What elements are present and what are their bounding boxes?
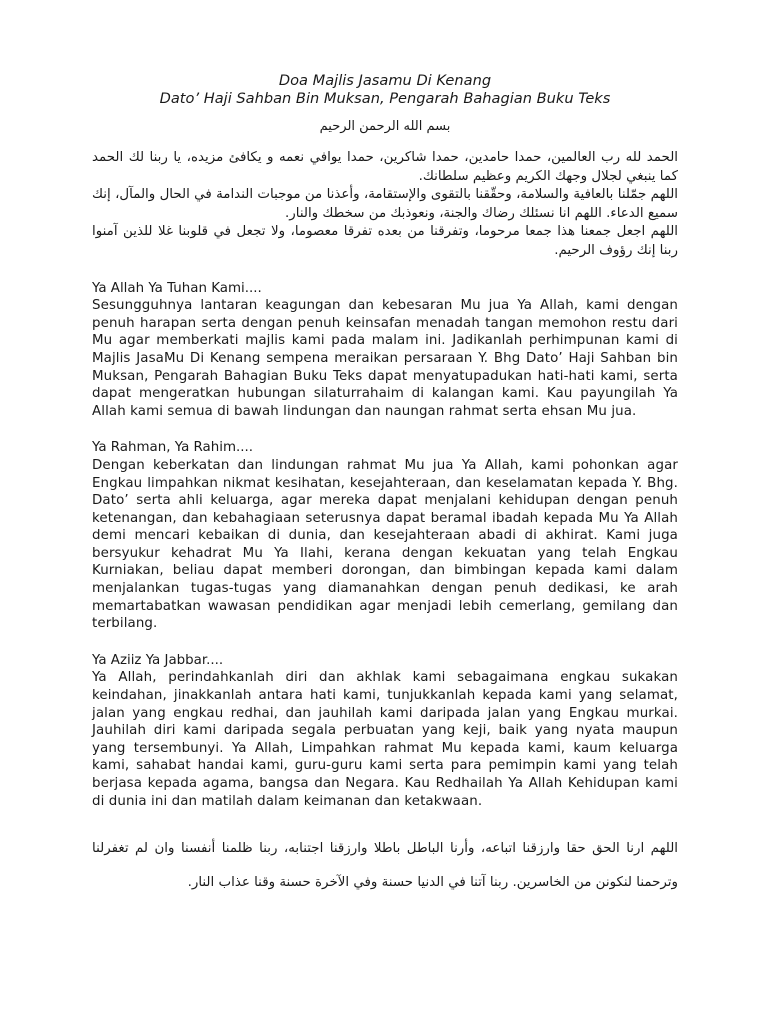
arabic-paragraph: الحمد لله رب العالمين، حمدا حامدين، حمدا شاكرين، حمدا يوافي نعمه و يكافئ مزيده، يا ربنا لك الحمد كما ينبغي لجلال وجهك الكريم وعظيم سلطانك. — [92, 150, 678, 184]
arabic-paragraph: اللهم ارنا الحق حقا وارزقنا اتباعه، وأرنا الباطل باطلا وارزقنا اجتنابه، ربنا ظلمنا أنفسنا وان لم تغفرلنا وترحمنا لنكونن من الخاسرين. ربنا آتنا في الدنيا حسنة وفي الآخرة حسنة وقنا عذاب النار. — [92, 841, 678, 891]
section-body: Sesungguhnya lantaran keagungan dan kebesaran Mu jua Ya Allah, kami dengan penuh harapan serta dengan penuh keinsafan menadah tangan memohon restu dari Mu agar memberkati majlis kami pada malam ini. Jadikanlah perhimpunan kami di Majlis JasaMu Di Kenang sempena meraikan persaraan Y. Bhg Dato’ Haji Sahban bin Muksan, Pengarah Bahagian Buku Teks dapat menyatupadukan hati-hati kami, serta dapat mengeratkan hubungan silaturrahaim di kalangan kami. Kau payungilah Ya Allah kami semua di bawah lindungan dan naungan rahmat serta ehsan Mu jua. — [92, 298, 678, 419]
section-heading: Ya Aziiz Ya Jabbar.... — [92, 652, 224, 668]
section-body: Ya Allah, perindahkanlah diri dan akhlak kami sebagaimana engkau sukakan keindahan, jinakkanlah antara hati kami, tunjukkanlah kepada kami yang selamat, jalan yang engkau redhai, dan jauhilah kami daripada jalan yang Engkau murkai. Jauhilah diri kami daripada segala perbuatan yang keji, baik yang nyata maupun yang tersembunyi. Ya Allah, Limpahkan rahmat Mu kepada kami, kaum keluarga kami, sahabat handai kami, guru-guru kami serta para pemimpin kami yang telah berjasa kepada agama, bangsa dan Negara. Kau Redhailah Ya Allah Kehidupan kami di dunia ini dan matilah dalam keimanan dan ketakwaan. — [92, 670, 678, 809]
document-title: Doa Majlis Jasamu Di Kenang — [278, 72, 492, 89]
prayer-section-1 — [92, 280, 678, 421]
document-header — [92, 72, 678, 108]
opening-prayer-arabic — [92, 118, 678, 261]
arabic-paragraph: اللهم اجعل جمعنا هذا جمعا مرحوما، وتفرقنا من بعده تفرقا معصوما، ولا تجعل في قلوبنا غلا للذين آمنوا ربنا إنك رؤوف الرحيم. — [92, 224, 678, 258]
arabic-paragraph: اللهم جمّلنا بالعافية والسلامة، وحقّقنا بالتقوى والإستقامة، وأعذنا من موجبات الندامة في الحال والمآل، إنك سميع الدعاء. اللهم انا نسئلك رضاك والجنة، ونعوذبك من سخطك والنار. — [92, 187, 678, 221]
section-heading: Ya Rahman, Ya Rahim.... — [92, 440, 254, 456]
closing-prayer-arabic — [92, 832, 678, 900]
document-page — [92, 72, 678, 900]
section-body: Dengan keberkatan dan lindungan rahmat Mu jua Ya Allah, kami pohonkan agar Engkau limpahkan nikmat kesihatan, kesejahteraan, dan keselamatan kepada Y. Bhg. Dato’ serta ahli keluarga, agar mereka dapat menjalani kehidupan dengan penuh ketenangan, dan kebahagiaan seterusnya dapat beramal ibadah kepada Mu Ya Allah demi mencari kebaikan di dunia, dan kesejahteraan abadi di akhirat. Kami juga bersyukur kehadrat Mu Ya Ilahi, kerana dengan kekuatan yang telah Engkau Kurniakan, beliau dapat memberi dorongan, dan bimbingan kepada kami dalam menjalankan tugas-tugas yang diamanahkan dengan penuh dedikasi, ke arah memartabatkan wawasan pendidikan agar menjadi lebih cemerlang, gemilang dan terbilang. — [92, 457, 678, 632]
bismillah: بسم الله الرحمن الرحيم — [319, 119, 451, 134]
document-subtitle: Dato’ Haji Sahban Bin Muksan, Pengarah Bahagian Buku Teks — [159, 90, 611, 107]
prayer-section-2 — [92, 439, 678, 633]
prayer-section-3 — [92, 652, 678, 810]
section-heading: Ya Allah Ya Tuhan Kami.... — [92, 280, 262, 296]
